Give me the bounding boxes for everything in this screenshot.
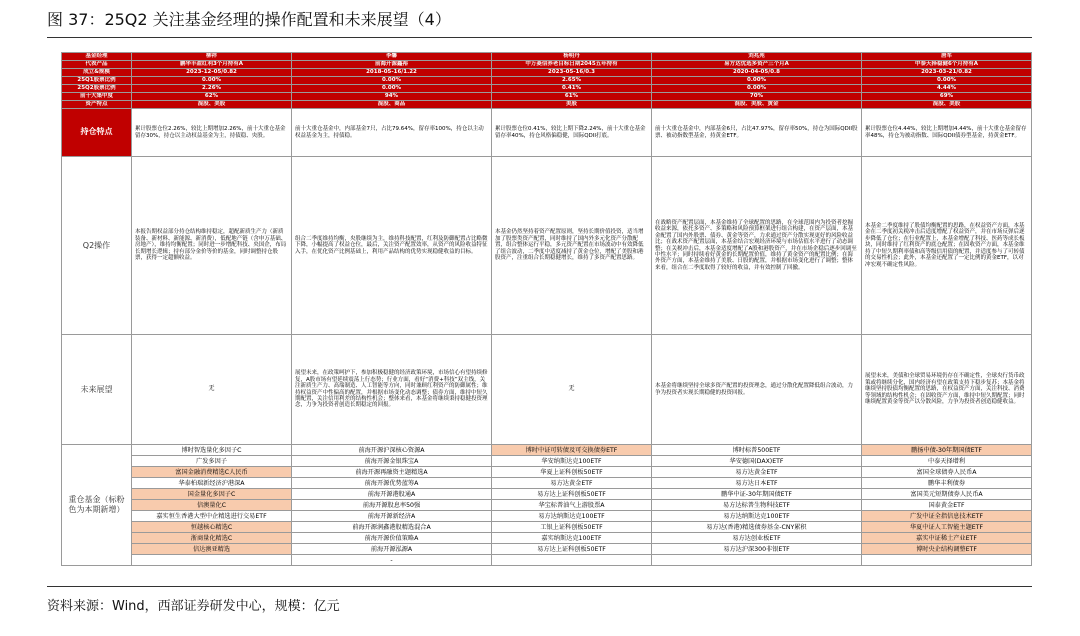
- fund-row: [62, 500, 1032, 511]
- fund-cell: 华夏上证科创板50ETF: [492, 467, 652, 478]
- fund-cell: 易方达创业板ETF: [652, 533, 862, 544]
- fund-cell: 华安德国(DAX)ETF: [652, 456, 862, 467]
- header-cell: 杨明丹: [492, 53, 652, 61]
- fund-cell: 博时央企结构调整ETF: [862, 544, 1032, 555]
- header-cell: 0.00%: [862, 77, 1032, 85]
- fund-cell: 嘉实恒生香港大型中企精选进行交易ETF: [132, 511, 292, 522]
- fund-cell: 博时智选量化多因子C: [132, 445, 292, 456]
- outlook-cell: 展望未来，美债和全球贸易环境仍存在不确定性，全球央行货币政策或将继续分化，国内经济有望在政策支持下稳步复苏；本基金将继续坚持股债均衡配置的思路，在权益资产方面，关注科技、消费等领域的结构性机会；在固收资产方面，维持中短久期配置；同时继续配置黄金等资产以分散风险，力争为投资者创造稳健收益。: [862, 335, 1032, 445]
- fund-row: [62, 522, 1032, 533]
- holding-cell: 累计股票仓位2.26%，较比上期增加2.26%，前十大重仓基金留存30%，持仓以主动权益基金为主，持债稳、央股。: [132, 109, 292, 157]
- fund-cell-empty: [862, 555, 1032, 566]
- fund-cell: 国泰黄金ETF: [862, 500, 1032, 511]
- fund-cell: 华夏中证人工智能主题ETF: [862, 522, 1032, 533]
- fund-cell: 易方达纳斯达克100ETF: [652, 511, 862, 522]
- fund-cell: 前海开源股息率50强: [292, 500, 492, 511]
- outlook-cell: 本基金将继续坚持全球多资产配置的投资理念，通过分散化配置降低组合波动，力争为投资者实现长期稳健的投资回报。: [652, 335, 862, 445]
- fund-cell-empty: [492, 555, 652, 566]
- q2-operation-cell: 本基金二季度维持了股债均衡配置的思路，在权益资产方面，本基金在二季度初关税冲击后适度增配了权益资产，并在市场反弹后逐步降低了仓位；在行业配置上，本基金增配了科技、医药等成长板块，同时维持了红利资产的底仓配置；在固收资产方面，本基金维持了中短久期利率债和高等级信用债的配置，并适度参与了可转债的交易性机会；此外，本基金还配置了一定比例的黄金ETF，以对冲宏观不确定性风险。: [862, 157, 1032, 335]
- header-row: [62, 69, 1032, 77]
- fund-cell-empty: [652, 555, 862, 566]
- q2-operation-row: [62, 157, 1032, 335]
- fund-cell: 浙商量化精选C: [132, 533, 292, 544]
- fund-cell: -: [292, 555, 492, 566]
- holding-cell: 前十大重仓基金中，内部基金6只，占比47.97%，留存率50%，持仓为国际QDII股票、被动指数型基金，持黄金ETF。: [652, 109, 862, 157]
- header-row: [62, 61, 1032, 69]
- header-cell: 0.41%: [492, 85, 652, 93]
- fund-cell: 工银上证科创板50ETF: [492, 522, 652, 533]
- header-cell: 70%: [652, 93, 862, 101]
- fund-cell: 前海开源泓源A: [292, 544, 492, 555]
- fund-cell: 前海开源价值策略A: [292, 533, 492, 544]
- q2-operation-cell: 组合二季度维持均衡，央股继续为主，维持科技配置，红利及防御配置占比略微下降，小幅提高了权益仓位，最后，关注资产配置效率，从资产的风险收益特征入手，在优化资产比例基础上，利用产品结构的优势实现稳健收益的目标。: [292, 157, 492, 335]
- header-cell: 94%: [292, 93, 492, 101]
- header-cell: 2018-05-16/1.22: [292, 69, 492, 77]
- fund-row: [62, 511, 1032, 522]
- header-row-label: 25Q2股票比例: [62, 85, 132, 93]
- fund-cell: 前海开源优势蓝筹A: [292, 478, 492, 489]
- header-cell: 2023-12-05/0.82: [132, 69, 292, 77]
- source-note: 资料来源：Wind，西部证券研发中心，规模：亿元: [47, 599, 340, 614]
- header-cell: 中万菱信养老目标日期2045五年持有: [492, 61, 652, 69]
- fund-cell: 博时标普500ETF: [652, 445, 862, 456]
- fund-cell: 富国美元短期债券人民币A: [862, 489, 1032, 500]
- header-cell: 62%: [132, 93, 292, 101]
- fund-row: [62, 456, 1032, 467]
- header-cell: 4.44%: [862, 85, 1032, 93]
- fund-cell: 易方达日本ETF: [652, 478, 862, 489]
- header-row-label: 基金经理: [62, 53, 132, 61]
- q2-operation-label: Q2操作: [62, 157, 132, 335]
- fund-cell: 易方达标普生物科技ETF: [652, 500, 862, 511]
- header-cell: 美股: [492, 101, 652, 109]
- outlook-cell: 展望未来，在政策呵护下，参加积极稳健的经济政策环境，市场信心有望持续修复，A股市场有望延续震荡上行态势；行业方面，看好“消费+科技”双主线，关注新质生产力、高端制造、人工智能等方向，同时兼顾红利资产的防御属性；维持权益资产中性偏高的配置，并根据市场变化动态调整；债券方面，维持中短久期配置，关注信用利差的结构性机会；整体来看，本基金将继续秉持稳健投资理念，力争为投资者创造长期稳定的回报。: [292, 335, 492, 445]
- outlook-cell: 无: [132, 335, 292, 445]
- header-row: [62, 53, 1032, 61]
- top-rule: [47, 37, 1032, 38]
- fund-row: [62, 467, 1032, 478]
- fund-cell: 中泰天择增利: [862, 456, 1032, 467]
- fund-cell: 信达澳亚精选: [132, 544, 292, 555]
- fund-cell: 恒越核心精选C: [132, 522, 292, 533]
- fund-cell: 前海开源港股通A: [292, 489, 492, 500]
- fund-cell: 易方达黄金ETF: [492, 478, 652, 489]
- header-cell: 唐军: [862, 53, 1032, 61]
- fund-cell: 易方达沪深300非银ETF: [652, 544, 862, 555]
- fund-cell: 嘉实纳斯达克100ETF: [492, 533, 652, 544]
- header-cell: 0.00%: [652, 85, 862, 93]
- fund-cell: 鹏华丰利债券: [862, 478, 1032, 489]
- fund-cell: 博时中证可转债及可交换债券ETF: [492, 445, 652, 456]
- header-cell: 混股、商品: [292, 101, 492, 109]
- outlook-cell: 无: [492, 335, 652, 445]
- holding-cell: 累计股票仓位0.41%，较比上期下降2.24%，前十大重仓基金留存率40%，持仓风格偏稳健，国际QDII打底。: [492, 109, 652, 157]
- header-cell: 2.65%: [492, 77, 652, 85]
- fund-cell: 易方达黄金ETF: [652, 467, 862, 478]
- header-row-label: 代表产品: [62, 61, 132, 69]
- header-row: [62, 85, 1032, 93]
- header-row-label: 资产特点: [62, 101, 132, 109]
- header-cell: 混股、美股、黄金: [652, 101, 862, 109]
- header-cell: 0.00%: [292, 85, 492, 93]
- header-cell: 前海开源鑫裕: [292, 61, 492, 69]
- fund-cell: 易方达上证科创板50ETF: [492, 489, 652, 500]
- header-cell: 刘兆苑: [652, 53, 862, 61]
- fund-cell: 前海开源金银珠宝A: [292, 456, 492, 467]
- holding-cell: 前十大重仓基金中，内部基金7只，占比79.64%，留存率100%，持仓以主动权益基金为主，持债稳。: [292, 109, 492, 157]
- header-cell: 易方达优选多资产三个月A: [652, 61, 862, 69]
- header-cell: 鹏华丰盈红利3个月持有A: [132, 61, 292, 69]
- fund-row: [62, 533, 1032, 544]
- fund-cell: 华宝标普油气上游股票A: [492, 500, 652, 511]
- fund-cell: 前海开源再融资主题精选A: [292, 467, 492, 478]
- q2-operation-cell: 本报告期权益部分持仓结构维持稳定，超配新质生产力（新质装备、新材料、新能源、新消费），低配地产链（含申万基础、房地产），维持均衡配置；同时进一步增配科技、央国企，布局长期增长逻辑；持有部分金价等价的基金，同时调整持仓股票，获得一定超额收益。: [132, 157, 292, 335]
- fund-cell: 华安纳斯达克100ETF: [492, 456, 652, 467]
- header-cell: 混股、美股: [132, 101, 292, 109]
- bottom-rule: [47, 586, 1032, 587]
- holding-cell: 累计股票仓位4.44%，较比上期增加4.44%，前十大重仓基金留存率48%，持仓为被动指数、国际QDII债券型基金，持黄金ETF。: [862, 109, 1032, 157]
- fund-cell: 信澳量化C: [132, 500, 292, 511]
- header-row-label: 成立&规模: [62, 69, 132, 77]
- header-cell: 柳祥: [132, 53, 292, 61]
- outlook-row: [62, 335, 1032, 445]
- holding-label: 持仓特点: [62, 109, 132, 157]
- header-cell: 2023-03-21/0.82: [862, 69, 1032, 77]
- q2-operation-cell: 在战略资产配置层面，本基金维持了全球配置的思路，在全球范围内为投资者挖掘收益来源，依托多资产、多策略和风险预算框架进行组合构建，在资产层面，本基金配置了国内外股票、债券、黄金等资产，力求通过资产分散实现更好的风险收益比；在战术资产配置层面，本基金结合宏观经济环境与市场估值水平进行了动态调整；在关税冲击后，本基金适度增配了A股和港股资产，并在市场企稳后逐步回调至中性水平；同时持续看好黄金的长期配置价值，维持了黄金资产的配置比例；在海外资产方面，本基金维持了美股、日股的配置，并根据市场变化进行了调整；整体来看，组合在二季度取得了较好的收益，并有效控制了回撤。: [652, 157, 862, 335]
- fund-cell: 前海开源沪深核心资源A: [292, 445, 492, 456]
- fund-cell: 广发多因子: [132, 456, 292, 467]
- fund-cell: 鹏扬中债-30年期国债ETF: [862, 445, 1032, 456]
- fund-row: [62, 489, 1032, 500]
- header-row: [62, 101, 1032, 109]
- header-cell: 2023-05-16/0.3: [492, 69, 652, 77]
- fund-cell: 易方达纳斯达克100ETF: [492, 511, 652, 522]
- fund-cell: 国金量化多因子C: [132, 489, 292, 500]
- header-cell: 2.26%: [132, 85, 292, 93]
- fund-cell: 华泰柏瑞新经济沪港深A: [132, 478, 292, 489]
- header-cell: 2020-04-05/0.8: [652, 69, 862, 77]
- fund-cell: 广发中证全指信息技术ETF: [862, 511, 1032, 522]
- fund-cell: 富国全球债券人民币A: [862, 467, 1032, 478]
- fund-cell: 嘉实中证稀土产业ETF: [862, 533, 1032, 544]
- figure-title: 图 37：25Q2 关注基金经理的操作配置和未来展望（4）: [47, 10, 451, 29]
- header-cell: 李馨: [292, 53, 492, 61]
- fund-cell: 前海开源润鑫港股精选混合A: [292, 522, 492, 533]
- header-row-label: 前十大集中度: [62, 93, 132, 101]
- fund-row: [62, 544, 1032, 555]
- fund-cell: 易方达上证科创板50ETF: [492, 544, 652, 555]
- fund-cell: 鹏华中证-30年期国债ETF: [652, 489, 862, 500]
- fund-row: [62, 555, 1032, 566]
- holding-row: [62, 109, 1032, 157]
- fund-cell: 前海开源新经济A: [292, 511, 492, 522]
- outlook-label: 未来展望: [62, 335, 132, 445]
- header-row: [62, 77, 1032, 85]
- header-cell: 0.00%: [132, 77, 292, 85]
- header-cell: 0.00%: [652, 77, 862, 85]
- header-cell: 69%: [862, 93, 1032, 101]
- header-cell: 中泰天择稳健6个月持有A: [862, 61, 1032, 69]
- fund-cell: 易方达(香港)精选债券基金-CNY累积: [652, 522, 862, 533]
- header-row: [62, 93, 1032, 101]
- header-cell: 61%: [492, 93, 652, 101]
- funds-label: 重仓基金（标粉色为本期新增）: [62, 445, 132, 566]
- fund-cell-empty: [132, 555, 292, 566]
- fund-row: [62, 478, 1032, 489]
- header-row-label: 25Q1股票比例: [62, 77, 132, 85]
- header-cell: 0.00%: [292, 77, 492, 85]
- manager-table: [61, 52, 1032, 566]
- fund-row: [62, 445, 1032, 456]
- fund-cell: 富国金融消费精选C人民币: [132, 467, 292, 478]
- header-cell: 混股、美股: [862, 101, 1032, 109]
- q2-operation-cell: 本基金仍然坚持着资产配置原则，坚持长期价值投资，适当增加了股票类资产配置，同时维持了国内外多元化资产分散配置，组合整体运行平稳，多元资产配置在市场波动中有效降低了组合波动，二季度中适度减持了黄金仓位，增配了美股和港股资产，注重组合长期稳健增长，维持了多资产配置思路。: [492, 157, 652, 335]
